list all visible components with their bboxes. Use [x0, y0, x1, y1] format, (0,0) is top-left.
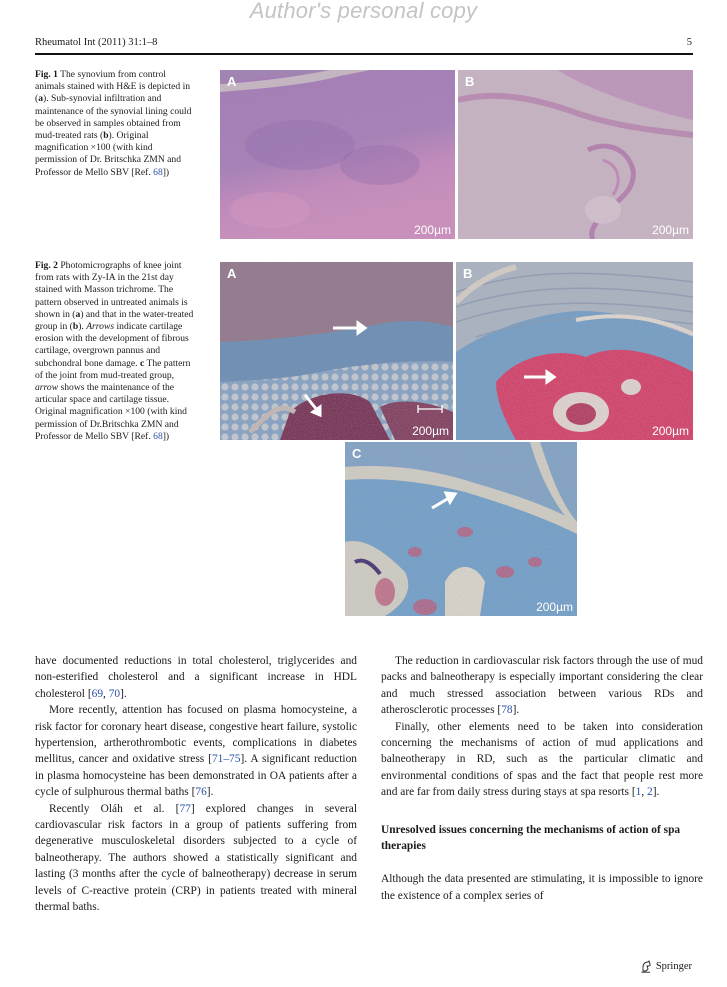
text-run: ]. [206, 786, 214, 799]
watermark: Author's personal copy [249, 0, 478, 23]
paragraph [381, 719, 703, 801]
text-run: ]. [512, 704, 520, 717]
text-run: The pattern of the joint from mud-treated group, [35, 357, 191, 381]
reference-link[interactable]: 78 [501, 704, 513, 717]
panel-letter-b: B [465, 74, 475, 89]
text-run: More recently, attention has focused on plasma homocysteine, a risk factor for coronary heart disease, congestive heart failure, systolic hypertension, artherothrombotic events, complications in diabetes mellitus, cancer and oxidative stress [ [35, 704, 357, 766]
figure-1-label: Fig. 1 [35, 69, 58, 80]
text-run: ]. [120, 687, 127, 700]
text-run: The synovium from control animals stained with H&E is depicted in ( [35, 69, 191, 105]
paragraph [381, 653, 703, 719]
text-run: , [641, 786, 648, 799]
italic-run: arrow [35, 382, 59, 394]
figure-2-panel-a [220, 262, 453, 440]
section-heading: Unresolved issues concerning the mechanisms of action of spa therapies [381, 823, 681, 853]
scale-bar-label: 200µm [652, 424, 689, 438]
scale-bar-label: 200µm [652, 223, 689, 237]
scale-bar-label: 200µm [414, 223, 451, 237]
text-run: ]) [162, 430, 170, 442]
trichrome-micrograph-c [345, 442, 577, 616]
figure-1-panel-b [458, 70, 693, 239]
header-rule [35, 53, 693, 55]
text-run: ). Original magnification ×100 (with kind permission of Dr. Britschka ZMN and Professor de Mello SBV [Ref. [35, 130, 182, 178]
panel-letter-a: A [227, 74, 237, 89]
running-head: Rheumatol Int (2011) 31:1–8 [35, 37, 158, 48]
figure-2-panel-c [345, 442, 577, 616]
text-run: The reduction in cardiovascular risk factors through the use of mud packs and balneotherapy is especially important considering the clear and much stressed association between various RDs and atherosclerotic processes [ [381, 655, 703, 717]
figure-2-label: Fig. 2 [35, 260, 58, 271]
bold-run: b [72, 321, 79, 333]
reference-link[interactable]: 77 [179, 802, 191, 815]
publisher-logo [640, 960, 692, 973]
bold-run: a [75, 308, 81, 320]
paragraph: Although the data presented are stimulating, it is impossible to ignore the existence of a complex series of [381, 873, 703, 902]
bold-run: a [38, 93, 43, 105]
springer-knight-icon [640, 960, 653, 973]
reference-link[interactable]: 69 [91, 687, 104, 700]
paragraph [35, 653, 357, 702]
reference-link[interactable]: 70 [108, 687, 121, 700]
figure-2-caption [35, 260, 197, 443]
text-run: shows the maintenance of the articular space and cartilage tissue. Original magnification ×100 (with kind permission of Dr.Britschka ZMN and Professor de Mello SBV [Ref. [35, 382, 187, 442]
right-column [381, 653, 703, 904]
text-run: Photomicrographs of knee joint from rats with Zy-IA in the 21st day stained with Masson trichrome. The pattern observed in untreated animals is shown in ( [35, 260, 188, 320]
text-run: ) and that in the water-treated group in ( [35, 308, 194, 333]
bold-run: b [103, 130, 109, 142]
figure-2-caption-text [35, 260, 193, 442]
panel-letter-b: B [463, 266, 473, 281]
bold-run: c [139, 357, 145, 369]
text-run: ]) [162, 166, 170, 178]
text-run: ]. [652, 786, 660, 799]
figure-2-panel-b [456, 262, 693, 440]
reference-link[interactable]: 2 [647, 786, 653, 799]
text-run: Recently Oláh et al. [ [49, 802, 180, 815]
text-run: have documented reductions in total cholesterol, triglycerides and non-esterified cholesterol and a significant increase in HDL cholesterol [ [35, 655, 357, 700]
figure-1-panel-a [220, 70, 455, 239]
paragraph [35, 801, 357, 916]
reference-link[interactable]: 68 [153, 166, 163, 178]
reference-link[interactable]: 76 [195, 786, 207, 799]
text-run: Finally, other elements need to be taken into consideration concerning the mechanisms of action of mud applications and balneotherapy in RD, such as the particular climatic and environmental conditions of spas and the fact that people rest more and are far from daily stress during stays at spa resorts [ [381, 720, 703, 799]
panel-letter-c: C [352, 446, 362, 461]
paragraph [35, 702, 357, 800]
text-run: ). Sub-synovial infiltration and maintenance of the synovial lining could be observed in samples obtained from mud-treated rats ( [35, 93, 192, 142]
left-column [35, 653, 357, 916]
text-run: ] explored changes in several cardiovascular risk factors in a group of patients suffering from degenerative musculoskeletal disorders subjected to a cycle of balneotherapy. The authors showed a statistically significant and lasting (3 months after the cycle of balneotherapy) decrease in serum levels of C-reactive protein (CRP) in patients treated with mineral thermal baths. [35, 802, 357, 914]
text-run: , [103, 687, 109, 700]
figure-1-caption [35, 69, 197, 179]
publisher-name: Springer [655, 961, 692, 972]
italic-run: Arrows [86, 321, 115, 333]
text-run: ). [78, 321, 87, 333]
panel-letter-a: A [227, 266, 237, 281]
page-number: 5 [686, 37, 692, 48]
trichrome-micrograph-b [456, 262, 693, 440]
he-micrograph-b [458, 70, 693, 239]
figure-1-caption-text [35, 69, 191, 178]
he-micrograph-a [220, 70, 455, 239]
scale-bar-label: 200µm [536, 600, 573, 614]
text-run: indicate cartilage erosion with the development of fibrous cartilage, overgrown pannus and subchondral bone damage. [35, 321, 189, 369]
reference-link[interactable]: 1 [635, 786, 642, 799]
reference-link[interactable]: 71–75 [211, 753, 241, 766]
trichrome-micrograph-a [220, 262, 453, 440]
scale-bar-label: 200µm [412, 424, 449, 438]
reference-link[interactable]: 68 [153, 430, 163, 442]
text-run: ]. A significant reduction in plasma homocysteine has been demonstrated in OA patients after a cycle of sulphurous thermal baths [ [35, 753, 357, 799]
